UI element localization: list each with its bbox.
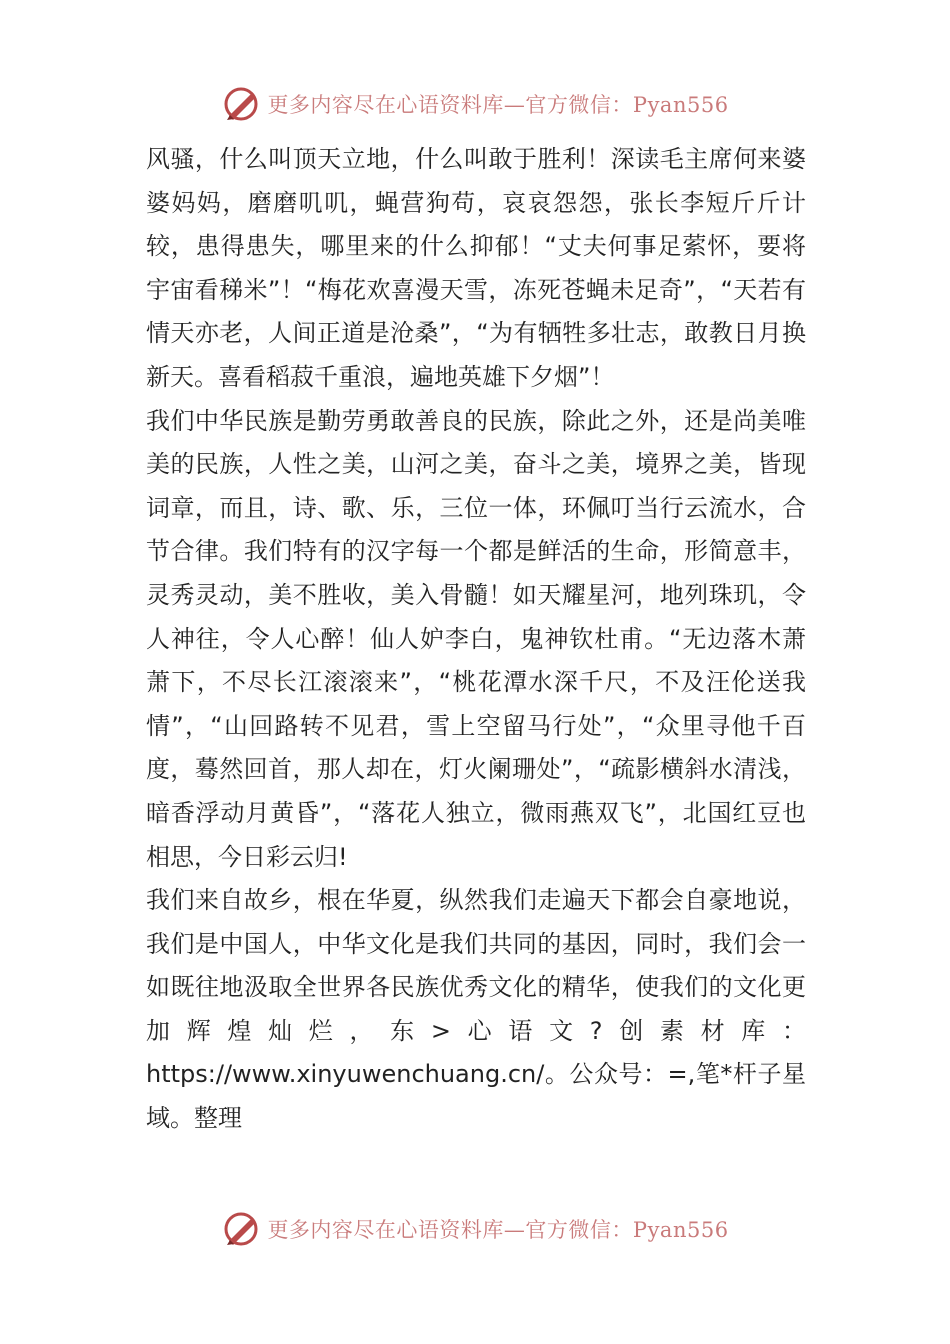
footer-banner [0, 1205, 950, 1253]
document-body [146, 138, 806, 1141]
pen-logo-icon [221, 1209, 261, 1249]
header-banner [0, 80, 950, 128]
footer-banner-text: 更多内容尽在心语资料库—官方微信：Pyan556 [267, 1218, 729, 1242]
paragraph-1: 风骚，什么叫顶天立地，什么叫敢于胜利！深读毛主席何来婆婆妈妈，磨磨叽叽，蝇营狗苟，哀哀怨怨，张长李短斤斤计较，患得患失，哪里来的什么抑郁！“丈夫何事足萦怀，要将宇宙看稊米”！“梅花欢喜漫天雪，冻死苍蝇未足奇”，“天若有情天亦老，人间正道是沧桑”，“为有牺牲多壮志，敢教日月换新天。喜看稻菽千重浪，遍地英雄下夕烟”！ [146, 145, 806, 391]
header-banner-text: 更多内容尽在心语资料库—官方微信：Pyan556 [267, 93, 729, 117]
paragraph-2: 我们中华民族是勤劳勇敢善良的民族，除此之外，还是尚美唯美的民族，人性之美，山河之美，奋斗之美，境界之美，皆现词章，而且，诗、歌、乐，三位一体，环佩叮当行云流水，合节合律。我们特有的汉字每一个都是鲜活的生命，形简意丰，灵秀灵动，美不胜收，美入骨髓！如天耀星河，地列珠玑，令人神往，令人心醉！仙人妒李白，鬼神钦杜甫。“无边落木萧萧下，不尽长江滚滚来”，“桃花潭水深千尺，不及汪伦送我情”，“山回路转不见君，雪上空留马行处”，“众里寻他千百度，蓦然回首，那人却在，灯火阑珊处”，“疏影横斜水清浅，暗香浮动月黄昏”，“落花人独立，微雨燕双飞”，北国红豆也相思，今日彩云归! [146, 406, 806, 871]
paragraph-3: 我们来自故乡，根在华夏，纵然我们走遍天下都会自豪地说，我们是中国人，中华文化是我们共同的基因，同时，我们会一如既往地汲取全世界各民族优秀文化的精华，使我们的文化更加辉煌灿烂，东>心语文?创素材库：https://www.xinyuwenchuang.cn/。公众号：=,笔*杆子星域。整理 [146, 886, 806, 1133]
pen-logo-icon [221, 84, 261, 124]
